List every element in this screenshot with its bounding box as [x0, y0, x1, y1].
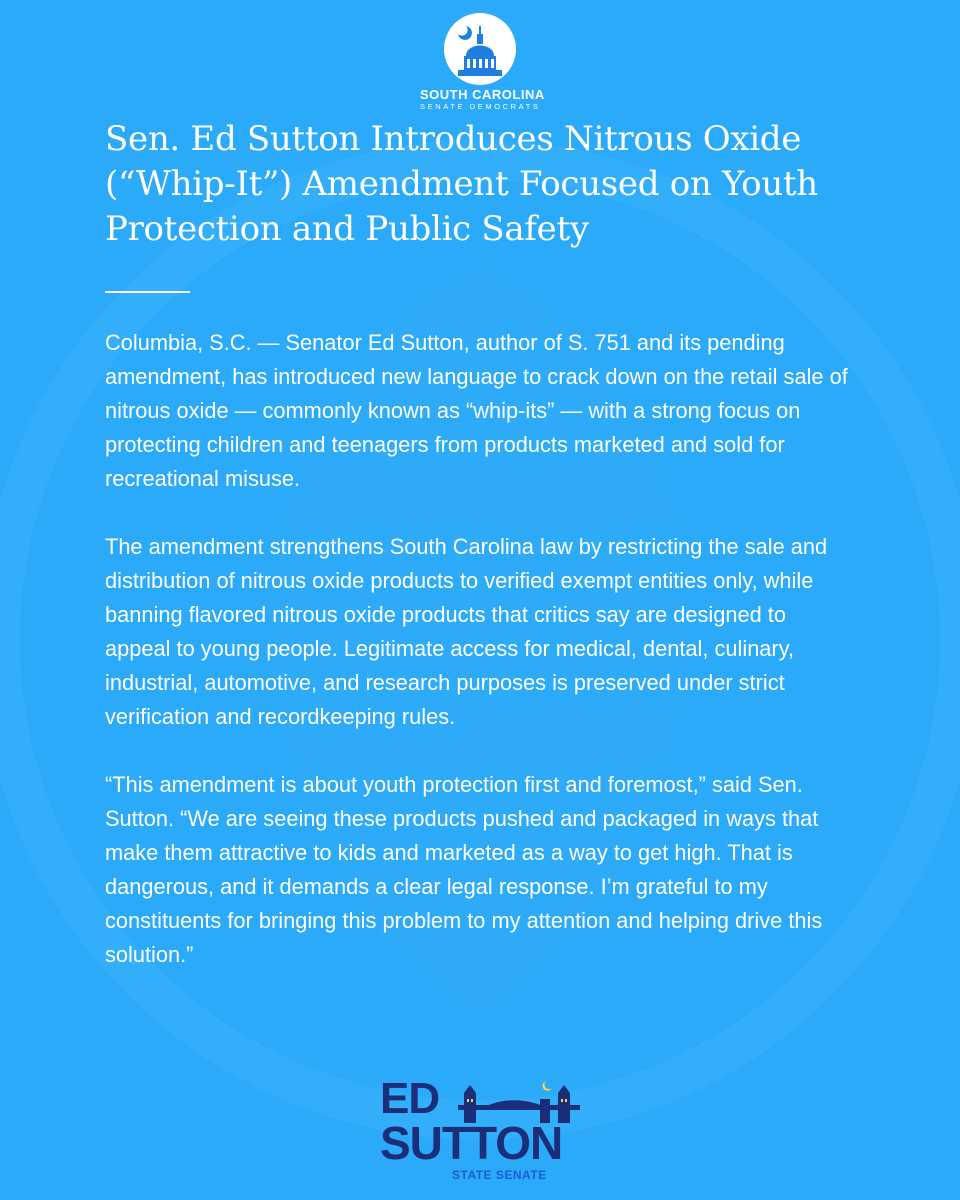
headline: Sen. Ed Sutton Introduces Nitrous Oxide (“Whip-It”) Amendment Focused on Youth Protection and Public Safety	[105, 119, 818, 249]
capitol-dome-icon	[436, 12, 524, 86]
title-divider	[105, 291, 190, 293]
paragraph-details: The amendment strengthens South Carolina law by restricting the sale and distribution of nitrous oxide products to verified exempt entities only, while banning flavored nitrous oxide products that critics say are designed to appeal to young people. Legitimate access for medical, dental, culinary, industrial, automotive, and research purposes is preserved under strict verification and recordkeeping rules.	[105, 534, 828, 729]
logo-org-name: SENATE DEMOCRATS	[420, 102, 541, 111]
article-body	[105, 326, 855, 1006]
logo-tagline: STATE SENATE	[452, 1168, 547, 1182]
paragraph-quote: “This amendment is about youth protection first and foremost,” said Sen. Sutton. “We are seeing these products pushed and packaged in ways that make them attractive to kids and marketed as a way to get high. That is dangerous, and it demands a clear legal response. I’m grateful to my constituents for bringing this problem to my attention and helping drive this solution.”	[105, 772, 823, 967]
paragraph-intro: Columbia, S.C. — Senator Ed Sutton, author of S. 751 and its pending amendment, has introduced new language to crack down on the retail sale of nitrous oxide — commonly known as “whip-its” — with a strong focus on protecting children and teenagers from products marketed and sold for recreational misuse.	[105, 330, 848, 491]
logo-first-name: ED	[380, 1074, 440, 1123]
ed-sutton-logo	[380, 1075, 590, 1187]
senate-democrats-logo	[420, 12, 545, 112]
logo-last-name: SUTTON	[380, 1117, 563, 1169]
logo-state-name: SOUTH CAROLINA	[420, 87, 545, 102]
